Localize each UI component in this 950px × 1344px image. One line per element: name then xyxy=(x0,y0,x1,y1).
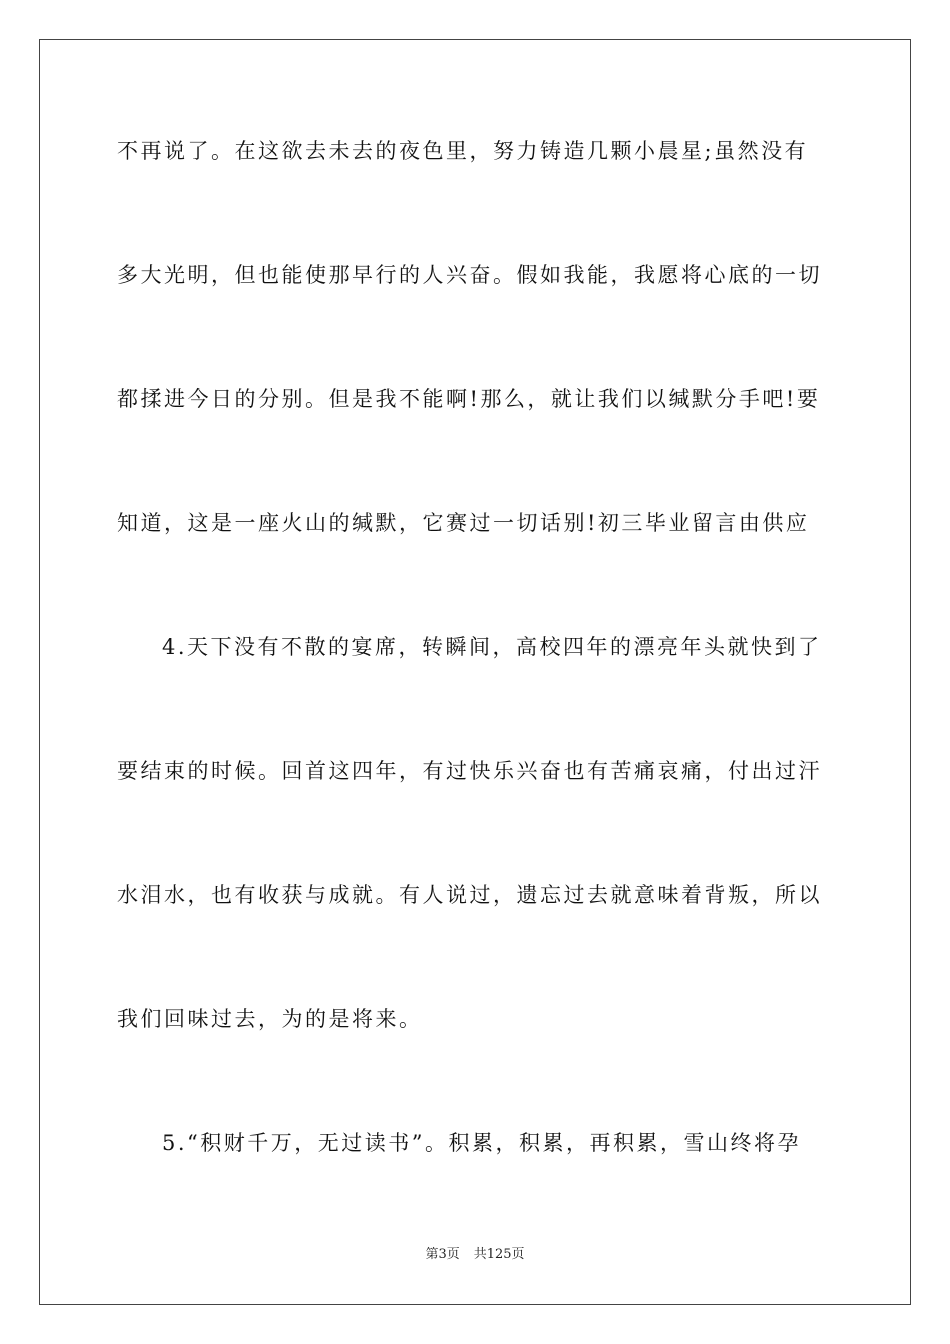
paragraph-line: 都揉进今日的分别。但是我不能啊!那么，就让我们以缄默分手吧!要 xyxy=(117,387,821,411)
page-footer xyxy=(0,1246,950,1264)
page-number: 第3页 xyxy=(425,1247,460,1262)
paragraph-line: 5.“积财千万，无过读书”。积累，积累，再积累，雪山终将孕 xyxy=(162,1131,802,1155)
page-total: 共125页 xyxy=(473,1247,525,1262)
paragraph-line: 不再说了。在这欲去未去的夜色里，努力铸造几颗小晨星;虽然没有 xyxy=(117,139,809,163)
paragraph-line: 要结束的时候。回首这四年，有过快乐兴奋也有苦痛哀痛，付出过汗 xyxy=(117,759,822,783)
paragraph-line: 4.天下没有不散的宴席，转瞬间，高校四年的漂亮年头就快到了 xyxy=(162,635,822,659)
paragraph-line: 我们回味过去，为的是将来。 xyxy=(117,1007,423,1031)
paragraph-line: 水泪水，也有收获与成就。有人说过，遗忘过去就意味着背叛，所以 xyxy=(117,883,822,907)
paragraph-line: 知道，这是一座火山的缄默，它赛过一切话别!初三毕业留言由供应 xyxy=(117,511,810,535)
page-border xyxy=(39,39,911,1305)
paragraph-line: 多大光明，但也能使那早行的人兴奋。假如我能，我愿将心底的一切 xyxy=(117,263,822,287)
